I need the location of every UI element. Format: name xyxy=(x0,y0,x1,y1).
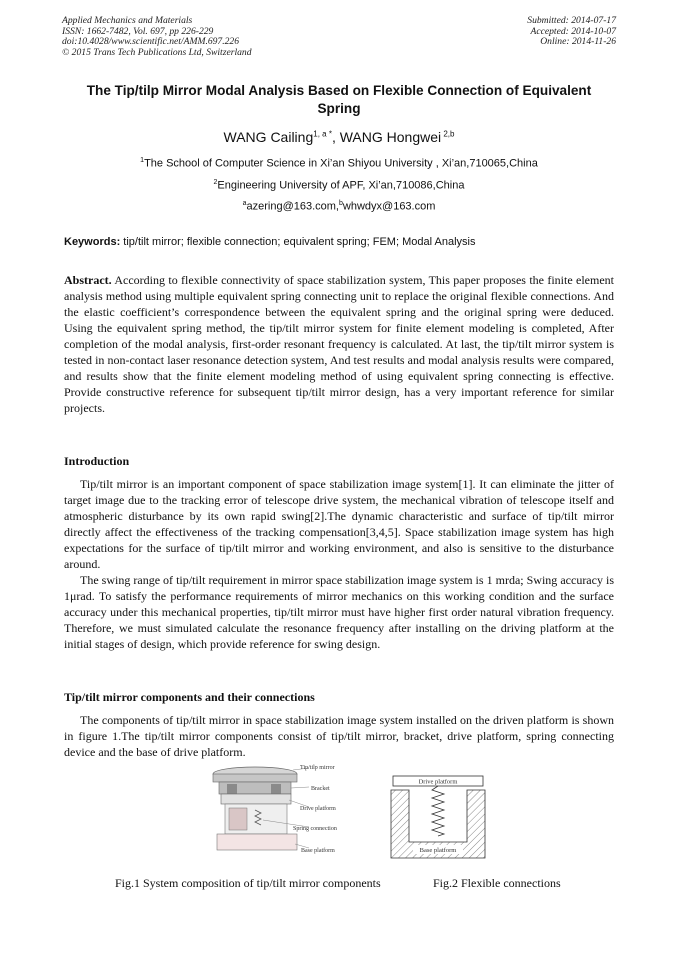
affiliation-2-text: Engineering University of APF, Xi’an,710086,China xyxy=(217,179,465,192)
author-1-sup: 1, a * xyxy=(313,129,332,139)
author-line xyxy=(64,129,614,145)
email-a-sup: a xyxy=(242,200,247,207)
author-2-sup: 2,b xyxy=(441,129,455,139)
fig1-label-spring-connection: Spring connection xyxy=(293,826,337,832)
base-platform-shape xyxy=(217,834,297,850)
accepted-date: Accepted: 2014-10-07 xyxy=(530,25,616,37)
affiliation-1 xyxy=(64,157,614,170)
journal-doi: doi:10.4028/www.scientific.net/AMM.697.226 xyxy=(62,36,240,48)
figure-1-caption: Fig.1 System composition of tip/tilt mirror components xyxy=(115,876,381,890)
journal-issn: ISSN: 1662-7482, Vol. 697, pp 226-229 xyxy=(62,25,214,37)
abstract-text: According to flexible connectivity of space stabilization system, This paper proposes the finite element analysis method using multiple equivalent spring connecting unit to replace the original flexible connections. And the elastic coefficient’s correspondence between the equivalent spring and the original spring were deduced. Using the equivalent spring method, the tip/tilt mirror system for finite element modeling is completed, After completion of the modal analysis, first-order resonant frequency is calculated. At last, the tip/tilt mirror system is tested in non-contact laser resonance detection system, And test results and modal analysis results were compared, and results show that the finite element modeling method of using equivalent spring connecting is effective. Provide constructive reference for subsequent tip/tilt mirror design, has a very important reference for similar projects. xyxy=(64,273,614,415)
fig1-label-base-platform: Base platform xyxy=(301,848,335,854)
email-a: azering@163.com, xyxy=(246,200,339,213)
mirror-edge xyxy=(213,774,297,782)
affiliation-1-text: The School of Computer Science in Xi’an Shiyou University , Xi’an,710065,China xyxy=(144,157,538,170)
author-1-name: WANG Cailing xyxy=(223,129,314,145)
author-separator: , xyxy=(331,129,340,145)
journal-header-left xyxy=(62,16,252,58)
keywords-label: Keywords: xyxy=(64,236,121,248)
online-date: Online: 2014-11-26 xyxy=(540,36,616,48)
section-heading-components: Tip/tilt mirror components and their connections xyxy=(64,690,315,704)
abstract xyxy=(64,272,614,416)
journal-copyright: © 2015 Trans Tech Publications Ltd, Switzerland xyxy=(62,46,252,58)
affiliation-1-sup: 1 xyxy=(140,157,145,164)
fig2-label-base-platform: Base platform xyxy=(419,847,457,854)
bracket-mount-left xyxy=(227,784,237,794)
figure-2-caption: Fig.2 Flexible connections xyxy=(433,876,561,890)
submitted-date: Submitted: 2014-07-17 xyxy=(527,15,616,26)
drive-platform-shape xyxy=(221,794,291,804)
journal-name: Applied Mechanics and Materials xyxy=(62,15,193,26)
figure-2-diagram xyxy=(385,772,495,860)
fig1-label-mirror: Tip/tilp mirror xyxy=(300,765,335,771)
housing-cutout xyxy=(229,808,247,830)
fig1-label-drive-platform: Drive platform xyxy=(300,806,336,812)
keywords xyxy=(64,236,614,248)
keywords-text: tip/tilt mirror; flexible connection; equivalent spring; FEM; Modal Analysis xyxy=(120,236,476,248)
paper-title: The Tip/tilp Mirror Modal Analysis Based on Flexible Connection of Equivalent Spring xyxy=(86,83,592,116)
affiliation-2 xyxy=(64,179,614,192)
email-b: whwdyx@163.com xyxy=(342,200,436,213)
figure-1-diagram xyxy=(205,760,355,860)
author-2-name: WANG Hongwei xyxy=(339,129,442,145)
flexible-spring xyxy=(432,786,444,836)
section-heading-introduction: Introduction xyxy=(64,454,130,468)
email-line xyxy=(64,200,614,213)
fig1-label-bracket: Bracket xyxy=(311,786,330,792)
email-b-sup: b xyxy=(339,200,343,207)
intro-paragraph-2: The swing range of tip/tilt requirement in mirror space stabilization image system is 1 mrda; Swing accuracy is 1μrad. To satisfy the performance requirements of mirror mechanics on this working condition and the surface accuracy under this mechanical properties, tip/tilt mirror must have higher first order natural vibration frequency. Therefore, we must simulated calculate the resonance frequency after installing on the driving platform at the initial stages of design, which provide reference for swing design. xyxy=(64,573,614,651)
affiliation-2-sup: 2 xyxy=(213,179,218,186)
abstract-label: Abstract. xyxy=(64,273,112,287)
journal-header-right xyxy=(527,16,616,48)
intro-paragraph-1: Tip/tilt mirror is an important component of space stabilization image system[1]. It can eliminate the jitter of target image due to the tracking error of telescope drive system, the mechanical vibration of telescope itself and atmospheric disturbance by its own rapid swing[2].The dynamic characteristic and surface of tip/tilt mirror directly affect the effectiveness of the tracking compensation[3,4,5]. Space stabilization image system has high expectations for the surface of tip/tilt mirror and working environment, and also is sensitive to the disturbance around. xyxy=(64,477,614,571)
components-paragraph-1: The components of tip/tilt mirror in space stabilization image system installed on the driven platform is shown in figure 1.The tip/tilt mirror components consist of tip/tilt mirror, bracket, drive platform, spring connecting device and the base of drive platform. xyxy=(64,713,614,759)
fig2-label-drive-platform: Drive platform xyxy=(418,778,458,786)
bracket-mount-right xyxy=(271,784,281,794)
